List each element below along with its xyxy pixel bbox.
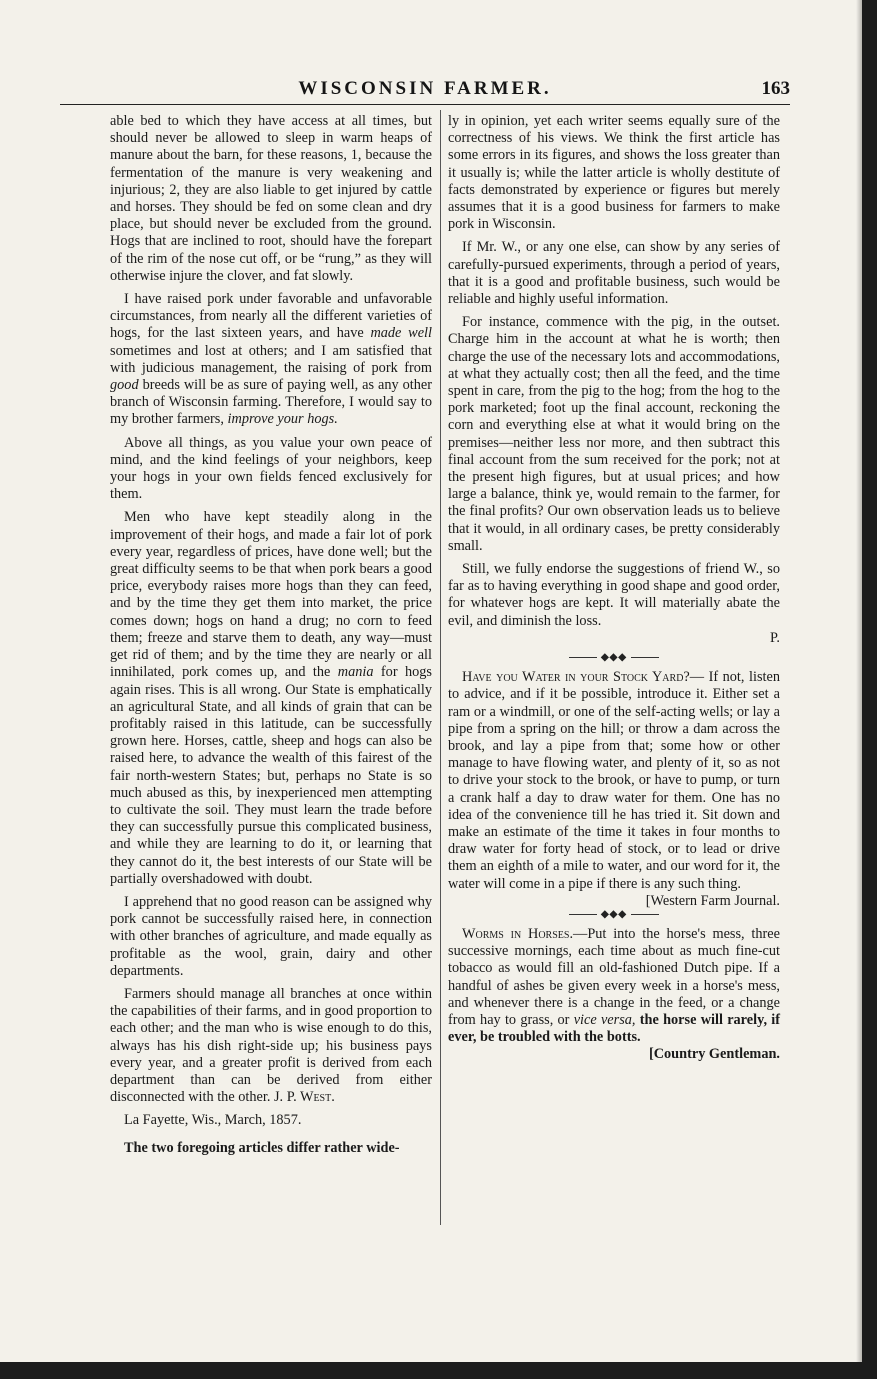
text-run: Still, we fully endorse the suggestions of friend W., so far as to having everything in good shape and good order, for whatever hogs are kept. It will materially abate the evil, and diminish the loss. [448, 561, 780, 629]
emphasis: made well [370, 325, 432, 342]
paragraph-1: able bed to which they have access at all times, but should never be allowed to sleep in warm heaps of manure about the barn, for these reasons, 1, because the fermentation of the manure is very weakening and injurious; 2, they are also liable to get injured by cattle and horses. They should be fed on some clean and dry place, but should never be excluded from the ground. Hogs that are inclined to root, should have the forepart of the rim of the nose cut off, or be “rung,” as they will otherwise injure the clover, and fat slowly. [110, 113, 432, 284]
editorial-signature: P. [770, 629, 780, 646]
text-run: Farmers should manage all branches at once within the capabilities of their farms, and in good proportion to each other; and the man who is wise enough to do this, always has his dish right-side up; his business pays every year, and a greater profit is derived from each department than can be derived from either disconnected with the other. [110, 985, 432, 1106]
worms-body: —Put into the horse's mess, three successive mornings, each time about as much fine-cut tobacco as would fill an old-fashioned Dutch pipe. If a handful of ashes be given every week in a horse's mess, and whenever there is a change in the feed, or a change from hay to grass, or [448, 925, 780, 1028]
paragraph-2 [110, 291, 432, 429]
water-source: [Western Farm Journal. [645, 892, 780, 909]
worms-source: [Country Gentleman. [648, 1046, 780, 1063]
section-separator [448, 910, 780, 920]
separator-ornament: ◆◆◆ [600, 652, 628, 664]
page-title: WISCONSIN FARMER. [298, 78, 552, 99]
emphasis: vice versa, [573, 1011, 636, 1028]
left-column [110, 113, 432, 1163]
text-run: Men who have kept steadily along in the improvement of their hogs, and made a fair lot of pork every year, regardless of prices, have done well; but the great difficulty seems to be that when pork bears a good price, everybody raises more hogs than they can feed, and by the time they get them into market, the price comes down; hogs on hand a drug; no corn to feed them; freeze and starve them to death, any way—must get rid of them; and by the time they are nearly or all innihilated, pork comes up, and the [110, 509, 432, 681]
author-signature: J. P. West. [273, 1089, 335, 1106]
section-separator [448, 653, 780, 663]
page-header [60, 78, 790, 105]
text-run: sometimes and lost at others; and I am satisfied that with judicious management, the raising of pork from [110, 342, 432, 376]
emphasis: mania [337, 664, 374, 681]
separator-rule [569, 914, 597, 915]
water-article [448, 669, 780, 909]
editorial-paragraph-4 [448, 561, 780, 647]
page-number: 163 [761, 78, 790, 99]
column-divider [440, 110, 441, 1225]
separator-ornament: ◆◆◆ [600, 908, 628, 920]
worms-article [448, 925, 781, 1063]
paragraph-5: I apprehend that no good reason can be assigned why pork cannot be successfully raised here, in connection with other branches of agriculture, and made equally as profitable as the wool, grain, dairy and other departments. [110, 893, 432, 979]
right-column [448, 113, 780, 1064]
text-run: for hogs again rises. This is all wrong. Our State is emphatically an agricultural State, and all kinds of grain that can be profitably raised in this latitude, can be successfully grown here. Horses, cattle, sheep and hogs can also be raised here, to advance the wealth of this fairest of the fair north-western States; but, perhaps no State is so much abused as this, by inexperienced men attempting to cultivate the soil. They must learn the trade before they can successfully pursue this complicated business, and while they are learning to do it, or learning that they cannot do it, the best interests of our State will be partially overshadowed with doubt. [110, 664, 432, 887]
paragraph-6 [110, 986, 432, 1106]
emphasis: good [110, 377, 139, 394]
editorial-paragraph-2: If Mr. W., or any one else, can show by any series of carefully-pursued experiments, through a period of years, that it is a good and profitable business, such would be reliable and highly useful information. [448, 239, 780, 308]
text-run: I have raised pork under favorable and unfavorable circumstances, from nearly all the different varieties of hogs, for the last sixteen years, and have [110, 291, 432, 342]
worms-heading: Worms in Horses. [462, 925, 574, 942]
separator-rule [569, 657, 597, 658]
worms-body-end: the horse will rarely, if ever, be troubled with the botts. [448, 1011, 781, 1046]
editorial-note-start: The two foregoing articles differ rather wide- [124, 1139, 400, 1156]
water-heading: Have you Water in your Stock Yard?— [462, 669, 705, 686]
editorial-paragraph-3: For instance, commence with the pig, in the outset. Charge him in the account at what he is worth; then charge the use of the necessary lots and accommodations, at what they actually cost; then all the feed, and the time spent in care, from the pig to the hog; from the hog to the pork marketed; foot up the final account, reckoning the corn and everything else at what it would bring on the premises—neither less nor more, and then subtract this final account from the sum received for the pork; not at the present high figures, but at usual prices; and how large a balance, think ye, would remain to the farmer, for the final profits? Our own observation leads us to believe that it would, in all ordinary cases, be pretty considerably small. [448, 314, 780, 554]
editorial-paragraph-1: ly in opinion, yet each writer seems equally sure of the correctness of his views. We think the first article has some errors in its figures, and shows the loss greater than it usually is; while the latter article is wholly destitute of facts demonstrated by experience or figures but merely assumes that it is a good business for farmers to make pork in Wisconsin. [448, 113, 780, 233]
separator-rule [631, 657, 659, 658]
text-run: breeds will be as sure of paying well, as any other branch of Wisconsin farming. Therefore, I would say to my brother farmers, [110, 377, 432, 428]
paragraph-3: Above all things, as you value your own peace of mind, and the kind feelings of your neighbors, keep your hogs in your own fields fenced exclusively for them. [110, 434, 432, 503]
water-body: If not, listen to advice, and if it be possible, introduce it. Either set a ram or a windmill, or one of the self-acting wells; or lay a pipe from a spring on the hill; or throw a dam across the brook, and lay a pipe from that; some how or other manage to have flowing water, and plenty of it, so as not to drive your stock to the brook, or have to pump, or turn a crank half a day to draw water for them. One has no idea of the convenience till he has tried it. Sit down and make an estimate of the time it takes in four months to draw water for forty head of stock, or to lead or drive them an eighth of a mile to water, and our word for it, the water will come in a pipe if there is any such thing. [448, 669, 780, 892]
emphasis: improve your hogs. [227, 411, 338, 428]
place-date-line: La Fayette, Wis., March, 1857. [124, 1112, 302, 1129]
separator-rule [631, 914, 659, 915]
paragraph-4 [110, 509, 432, 887]
